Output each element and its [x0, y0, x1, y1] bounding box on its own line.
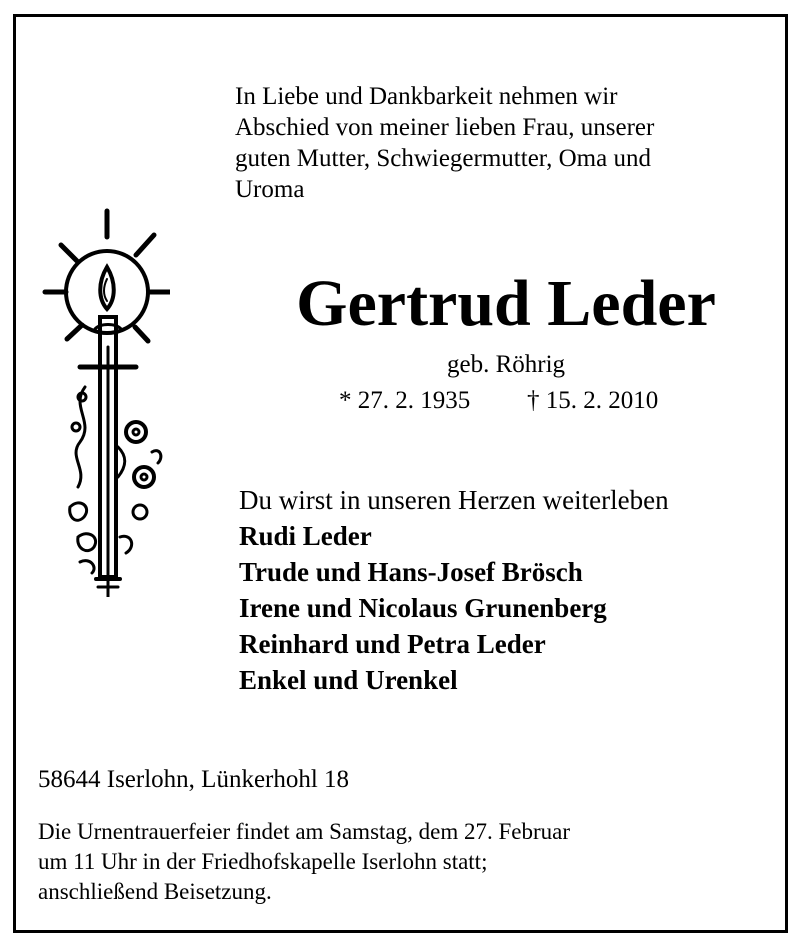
birth-date: * 27. 2. 1935	[339, 387, 471, 414]
service-info	[38, 817, 778, 907]
family-member: Rudi Leder	[239, 521, 372, 551]
intro-line: Abschied von meiner lieben Frau, unserer	[235, 114, 655, 141]
obituary-notice	[13, 14, 788, 933]
intro-text	[235, 81, 755, 205]
candle-cross-with-flowers-icon	[40, 207, 170, 597]
deceased-name: Gertrud Leder	[296, 267, 716, 340]
intro-line: In Liebe und Dankbarkeit nehmen wir	[235, 83, 618, 110]
farewell-line: Du wirst in unseren Herzen weiterleben	[239, 485, 669, 515]
service-line: Die Urnentrauerfeier findet am Samstag, dem 27. Februar	[38, 819, 570, 844]
family-member: Reinhard und Petra Leder	[239, 629, 546, 659]
family-member: Trude und Hans-Josef Brösch	[239, 557, 583, 587]
farewell-block	[239, 482, 779, 698]
family-member: Irene und Nicolaus Grunenberg	[239, 593, 607, 623]
family-member: Enkel und Urenkel	[239, 665, 458, 695]
service-line: um 11 Uhr in der Friedhofskapelle Iserlohn statt;	[38, 849, 488, 874]
maiden-name: geb. Röhrig	[446, 351, 566, 378]
intro-line: guten Mutter, Schwiegermutter, Oma und	[235, 145, 651, 172]
address: 58644 Iserlohn, Lünkerhohl 18	[38, 766, 350, 793]
service-line: anschließend Beisetzung.	[38, 879, 272, 904]
intro-line: Uroma	[235, 176, 305, 203]
death-date: † 15. 2. 2010	[527, 387, 659, 414]
